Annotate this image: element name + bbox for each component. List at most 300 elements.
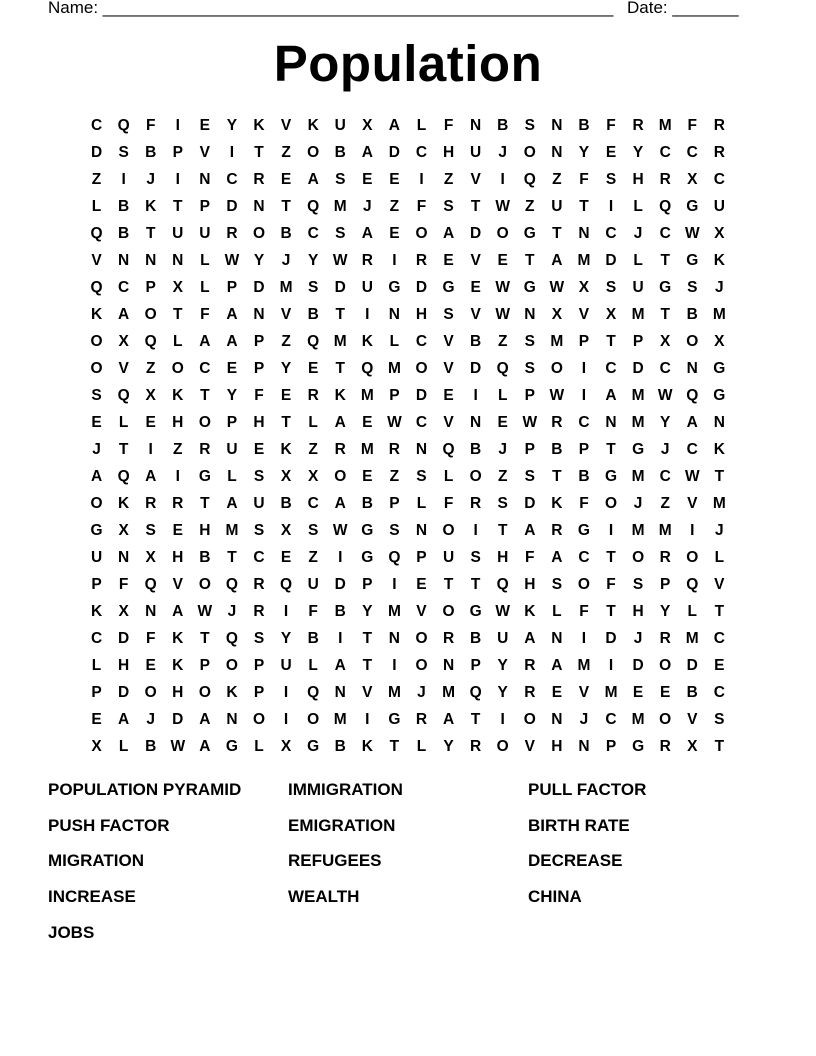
grid-letter: X (145, 549, 156, 566)
grid-letter: X (605, 306, 617, 323)
grid-letter: C (713, 630, 725, 647)
grid-letter: G (361, 522, 374, 539)
grid-letter: O (415, 225, 428, 242)
grid-letter: W (170, 738, 186, 755)
grid-letter: Q (117, 387, 130, 404)
grid-letter: A (334, 657, 346, 674)
grid-letter: X (145, 387, 156, 404)
grid-letter: N (578, 225, 590, 242)
grid-letter: H (497, 549, 509, 566)
grid-letter: Z (91, 171, 102, 188)
grid-letter: W (657, 387, 673, 404)
grid-letter: C (713, 171, 725, 188)
grid-letter: T (200, 630, 210, 647)
grid-letter: I (283, 684, 289, 701)
grid-letter: I (338, 630, 343, 647)
grid-letter: O (686, 333, 699, 350)
grid-letter: J (363, 198, 372, 215)
grid-letter: T (714, 738, 725, 755)
grid-letter: A (605, 387, 617, 404)
grid-letter: N (713, 414, 725, 431)
grid-letter: W (332, 252, 348, 269)
grid-letter: T (470, 198, 481, 215)
grid-letter: C (605, 360, 617, 377)
grid-letter: N (551, 711, 563, 728)
grid-letter: J (633, 495, 643, 512)
grid-letter: U (551, 198, 563, 215)
grid-row (83, 463, 733, 490)
grid-letter: T (552, 225, 562, 242)
page-title: Population (273, 35, 543, 92)
grid-letter: E (280, 387, 292, 404)
word-list (48, 776, 768, 954)
grid-letter: R (659, 171, 671, 188)
grid-letter: F (443, 495, 454, 512)
grid-letter: W (224, 252, 240, 269)
grid-letter: T (660, 306, 670, 323)
grid-letter: N (578, 738, 590, 755)
grid-letter: U (361, 279, 373, 296)
grid-letter: K (280, 441, 292, 458)
grid-row (83, 274, 733, 301)
grid-letter: K (172, 630, 184, 647)
grid-letter: Y (253, 252, 265, 269)
grid-letter: K (551, 495, 563, 512)
grid-letter: S (91, 387, 102, 404)
grid-letter: E (253, 441, 265, 458)
grid-letter: P (578, 441, 590, 458)
grid-letter: G (442, 279, 455, 296)
grid-letter: R (524, 684, 536, 701)
grid-letter: F (416, 198, 427, 215)
grid-letter: I (175, 171, 180, 188)
grid-letter: R (442, 630, 455, 647)
grid-letter: G (307, 738, 320, 755)
grid-letter: D (118, 684, 130, 701)
grid-letter: G (713, 360, 726, 377)
grid-letter: O (252, 711, 266, 728)
grid-letter: Q (469, 684, 482, 701)
grid-letter: Z (389, 198, 400, 215)
grid-letter: V (199, 144, 211, 161)
grid-letter: M (225, 522, 239, 539)
grid-letter: R (253, 576, 265, 593)
grid-letter: N (253, 198, 265, 215)
grid-letter: U (307, 576, 319, 593)
grid-letter: Z (497, 468, 508, 485)
grid-letter: M (631, 711, 645, 728)
grid-letter: Z (660, 495, 670, 512)
grid-letter: W (495, 279, 511, 296)
grid-letter: I (690, 522, 695, 539)
grid-letter: L (389, 333, 400, 350)
grid-letter: O (252, 225, 266, 242)
grid-letter: P (524, 387, 535, 404)
grid-letter: E (660, 684, 671, 701)
grid-letter: X (687, 171, 698, 188)
grid-letter: Y (226, 117, 238, 134)
grid-letter: F (525, 549, 535, 566)
grid-letter: N (145, 603, 157, 620)
grid-letter: I (365, 306, 370, 323)
grid-letter: P (389, 387, 400, 404)
grid-letter: C (90, 117, 103, 134)
grid-letter: I (473, 387, 478, 404)
grid-letter: S (253, 468, 265, 485)
grid-letter: E (362, 171, 373, 188)
grid-letter: X (172, 279, 183, 296)
grid-letter: G (523, 225, 536, 242)
grid-letter: Y (497, 684, 508, 701)
grid-letter: G (361, 549, 374, 566)
grid-letter: O (469, 468, 482, 485)
grid-letter: U (280, 657, 292, 674)
grid-row (83, 598, 733, 625)
grid-letter: F (606, 117, 616, 134)
grid-letter: E (497, 252, 508, 269)
word-list-item: IMMIGRATION (288, 780, 403, 799)
grid-letter: Q (280, 576, 293, 593)
grid-letter: S (443, 306, 454, 323)
grid-letter: N (199, 171, 211, 188)
grid-letter: O (550, 360, 563, 377)
grid-letter: C (605, 711, 617, 728)
grid-letter: A (172, 603, 184, 620)
grid-letter: K (172, 657, 184, 674)
grid-letter: D (686, 657, 698, 674)
grid-letter: H (253, 414, 265, 431)
grid-letter: R (470, 495, 482, 512)
grid-letter: T (714, 468, 725, 485)
grid-letter: P (660, 576, 671, 593)
grid-letter: T (362, 657, 373, 674)
grid-letter: S (253, 630, 265, 647)
grid-letter: Q (496, 576, 509, 593)
grid-letter: B (280, 495, 292, 512)
grid-letter: C (415, 333, 428, 350)
grid-row (83, 220, 733, 247)
grid-letter: O (415, 657, 428, 674)
grid-letter: B (578, 468, 590, 485)
grid-letter: O (198, 414, 211, 431)
grid-letter: P (226, 414, 238, 431)
grid-letter: L (714, 549, 725, 566)
grid-letter: O (442, 603, 455, 620)
grid-letter: R (470, 738, 482, 755)
grid-letter: N (388, 630, 400, 647)
grid-letter: R (226, 225, 238, 242)
grid-letter: N (470, 117, 482, 134)
grid-letter: R (551, 414, 563, 431)
grid-letter: A (524, 630, 536, 647)
grid-letter: Q (496, 360, 509, 377)
grid-letter: N (415, 441, 428, 458)
grid-letter: A (118, 711, 130, 728)
grid-letter: I (148, 441, 153, 458)
grid-letter: N (524, 306, 536, 323)
grid-letter: M (712, 306, 726, 323)
grid-letter: T (254, 144, 264, 161)
grid-letter: Y (497, 657, 508, 674)
grid-letter: E (199, 117, 211, 134)
grid-letter: I (175, 468, 180, 485)
grid-letter: R (199, 441, 211, 458)
grid-letter: S (443, 198, 454, 215)
grid-letter: S (524, 468, 535, 485)
grid-letter: Q (90, 225, 103, 242)
grid-row (83, 490, 733, 517)
grid-letter: I (500, 711, 505, 728)
grid-letter: A (199, 738, 211, 755)
grid-letter: N (118, 549, 130, 566)
grid-letter: E (145, 414, 156, 431)
grid-letter: M (685, 630, 699, 647)
grid-letter: L (91, 198, 102, 215)
grid-letter: W (495, 198, 511, 215)
grid-letter: V (443, 333, 454, 350)
grid-letter: C (659, 144, 671, 161)
grid-letter: S (470, 549, 481, 566)
grid-letter: L (416, 117, 427, 134)
grid-letter: A (334, 495, 346, 512)
grid-letter: Z (443, 171, 454, 188)
grid-letter: T (118, 441, 129, 458)
grid-letter: K (145, 198, 157, 215)
grid-row (83, 382, 733, 409)
grid-letter: V (687, 495, 698, 512)
grid-letter: Y (660, 603, 671, 620)
grid-letter: L (687, 603, 697, 620)
grid-letter: N (172, 252, 184, 269)
grid-letter: M (333, 711, 347, 728)
grid-letter: O (144, 306, 157, 323)
grid-letter: M (631, 387, 645, 404)
grid-letter: Y (362, 603, 373, 620)
grid-letter: N (253, 306, 265, 323)
grid-letter: L (416, 738, 427, 755)
grid-letter: O (577, 576, 590, 593)
grid-letter: V (470, 306, 481, 323)
grid-letter: O (90, 333, 103, 350)
grid-letter: P (362, 576, 373, 593)
grid-letter: M (387, 360, 401, 377)
grid-letter: K (253, 117, 265, 134)
grid-letter: O (225, 657, 238, 674)
grid-letter: C (659, 225, 671, 242)
grid-letter: S (524, 360, 535, 377)
grid-letter: Q (144, 576, 157, 593)
grid-letter: D (605, 252, 617, 269)
grid-letter: U (253, 495, 265, 512)
grid-letter: S (145, 522, 156, 539)
grid-letter: M (333, 333, 347, 350)
grid-letter: R (334, 441, 346, 458)
word-list-item: BIRTH RATE (528, 815, 630, 835)
grid-letter: S (389, 522, 400, 539)
word-list-item: JOBS (48, 922, 95, 942)
grid-letter: L (416, 495, 427, 512)
grid-letter: A (361, 144, 373, 161)
grid-letter: T (362, 630, 373, 647)
grid-letter: M (333, 198, 347, 215)
grid-letter: V (362, 684, 373, 701)
grid-letter: Y (660, 414, 671, 431)
grid-letter: H (415, 306, 428, 323)
grid-letter: A (90, 468, 103, 485)
grid-letter: I (392, 252, 397, 269)
grid-letter: F (687, 117, 697, 134)
grid-letter: L (633, 252, 643, 269)
grid-letter: Q (659, 198, 672, 215)
grid-letter: A (226, 495, 238, 512)
grid-letter: E (362, 468, 373, 485)
grid-letter: P (199, 198, 211, 215)
grid-letter: G (632, 441, 645, 458)
grid-letter: I (229, 144, 235, 161)
word-list-item: CHINA (528, 887, 582, 907)
grid-letter: T (470, 711, 481, 728)
grid-letter: U (334, 117, 346, 134)
grid-letter: V (280, 306, 292, 323)
grid-letter: E (226, 360, 238, 377)
grid-letter: C (118, 279, 130, 296)
grid-letter: W (197, 603, 213, 620)
grid-row (83, 112, 733, 139)
grid-letter: K (361, 738, 373, 755)
grid-letter: R (632, 117, 644, 134)
grid-letter: P (389, 495, 400, 512)
grid-letter: X (118, 603, 129, 620)
grid-letter: G (604, 468, 618, 485)
grid-letter: L (173, 333, 183, 350)
grid-letter: H (551, 738, 563, 755)
grid-letter: A (226, 306, 238, 323)
grid-letter: E (714, 657, 725, 674)
grid-letter: P (605, 738, 617, 755)
grid-row (83, 328, 733, 355)
grid-letter: L (633, 198, 643, 215)
grid-letter: D (172, 711, 184, 728)
grid-letter: X (118, 333, 129, 350)
grid-letter: U (470, 144, 482, 161)
grid-letter: E (470, 279, 481, 296)
grid-letter: A (361, 225, 373, 242)
grid-letter: L (443, 468, 454, 485)
grid-letter: Q (361, 360, 374, 377)
grid-letter: W (495, 306, 511, 323)
grid-letter: H (172, 549, 184, 566)
grid-letter: S (416, 468, 427, 485)
grid-letter: F (145, 630, 156, 647)
grid-letter: R (361, 252, 373, 269)
grid-letter: E (389, 171, 400, 188)
grid-letter: M (631, 306, 645, 323)
grid-letter: L (200, 252, 210, 269)
grid-letter: T (443, 576, 454, 593)
grid-letter: B (470, 630, 482, 647)
grid-letter: I (338, 549, 343, 566)
grid-letter: O (523, 711, 536, 728)
grid-letter: T (606, 441, 616, 458)
grid-letter: B (578, 117, 590, 134)
grid-letter: S (551, 576, 563, 593)
grid-letter: C (578, 549, 590, 566)
grid-letter: B (307, 630, 319, 647)
grid-letter: H (524, 576, 536, 593)
grid-letter: A (199, 711, 211, 728)
grid-letter: B (118, 198, 130, 215)
grid-letter: N (686, 360, 698, 377)
grid-letter: N (226, 711, 238, 728)
grid-letter: E (632, 684, 644, 701)
grid-letter: X (714, 333, 725, 350)
grid-letter: B (199, 549, 211, 566)
grid-letter: O (415, 630, 428, 647)
grid-row (83, 517, 733, 544)
grid-letter: D (632, 657, 644, 674)
grid-letter: K (307, 117, 319, 134)
grid-letter: Q (686, 387, 699, 404)
grid-letter: N (415, 522, 428, 539)
grid-letter: V (91, 252, 102, 269)
grid-letter: Z (389, 468, 400, 485)
grid-letter: I (283, 603, 289, 620)
grid-letter: U (226, 441, 238, 458)
grid-letter: P (524, 441, 535, 458)
grid-letter: I (608, 657, 614, 674)
grid-letter: K (118, 495, 130, 512)
grid-letter: E (605, 144, 617, 161)
grid-letter: T (173, 306, 183, 323)
grid-row (83, 247, 733, 274)
grid-letter: T (606, 549, 616, 566)
grid-letter: Q (523, 171, 536, 188)
grid-row (83, 679, 733, 706)
grid-letter: R (172, 495, 184, 512)
grid-letter: C (415, 144, 428, 161)
grid-letter: L (118, 738, 129, 755)
grid-letter: T (579, 198, 589, 215)
grid-letter: P (253, 684, 265, 701)
grid-letter: C (686, 441, 698, 458)
grid-letter: X (91, 738, 102, 755)
grid-letter: X (660, 333, 671, 350)
grid-letter: C (415, 414, 428, 431)
grid-row (83, 436, 733, 463)
grid-letter: P (199, 657, 211, 674)
grid-letter: M (360, 441, 374, 458)
grid-letter: J (281, 252, 291, 269)
grid-letter: F (145, 117, 156, 134)
grid-letter: K (90, 603, 103, 620)
grid-letter: E (443, 252, 454, 269)
grid-letter: M (360, 387, 374, 404)
grid-letter: C (686, 144, 698, 161)
grid-letter: A (686, 414, 698, 431)
grid-letter: Q (307, 333, 320, 350)
grid-letter: V (470, 171, 481, 188)
grid-letter: M (604, 684, 618, 701)
grid-letter: I (121, 171, 126, 188)
grid-letter: G (469, 603, 482, 620)
grid-letter: E (91, 711, 102, 728)
grid-letter: Q (442, 441, 455, 458)
grid-letter: T (145, 225, 156, 242)
grid-letter: Y (280, 630, 292, 647)
grid-letter: K (172, 387, 184, 404)
grid-letter: M (387, 684, 401, 701)
grid-letter: N (551, 630, 563, 647)
